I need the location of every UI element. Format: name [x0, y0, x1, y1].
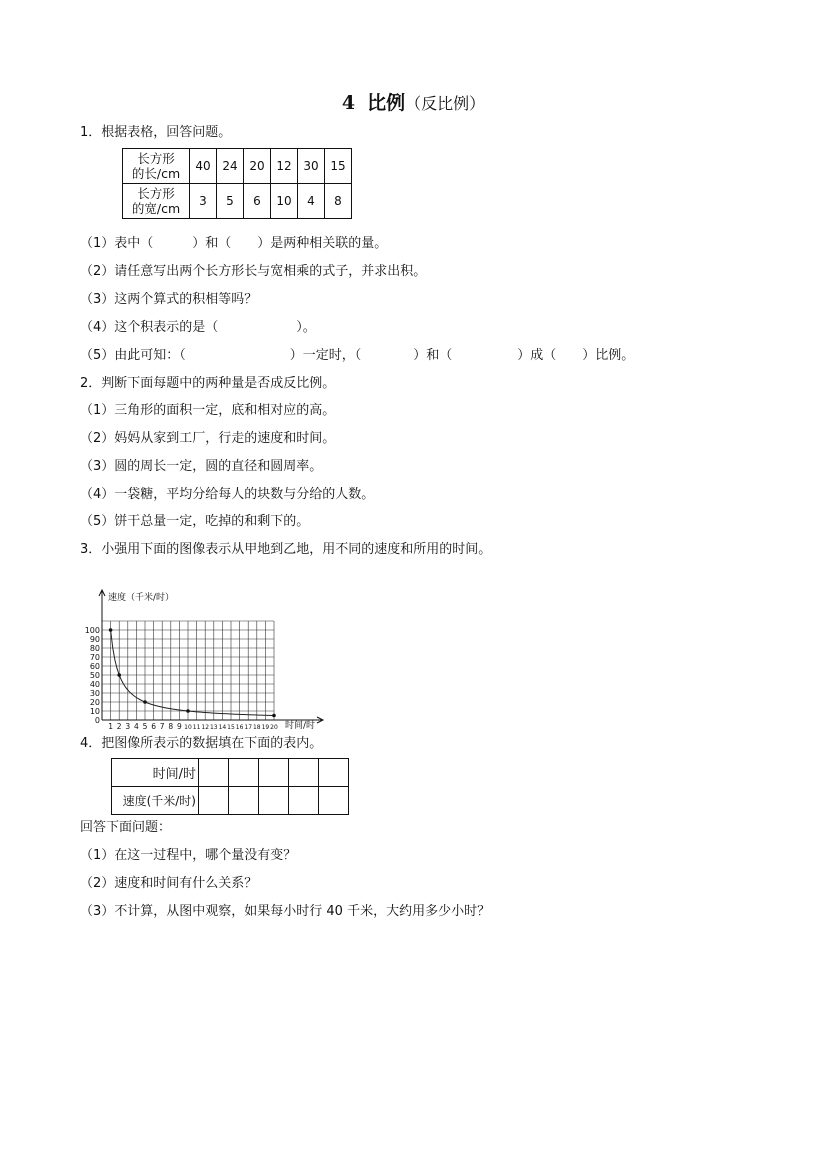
speed-time-chart: [80, 585, 330, 733]
chart-axes: [99, 590, 323, 723]
lesson-subtitle: （反比例）: [405, 94, 486, 113]
q1-item-4: （4）这个积表示的是（ ）。: [80, 320, 316, 335]
blank-cell[interactable]: [289, 759, 319, 787]
q4-answer-prompt: 回答下面问题：: [80, 820, 172, 835]
row-header-time: 时间/时: [112, 759, 199, 787]
blank-cell[interactable]: [259, 787, 289, 815]
y-tick-label: 60: [89, 662, 100, 671]
q2-item-1: （1）三角形的面积一定，底和相对应的高。: [80, 403, 336, 418]
x-tick-label: 20: [270, 724, 278, 731]
q2-item-2: （2）妈妈从家到工厂，行走的速度和时间。: [80, 431, 336, 446]
q3-prompt: 3．小强用下面的图像表示从甲地到乙地，用不同的速度和所用的时间。: [80, 542, 492, 557]
data-points: [109, 628, 276, 717]
blank-cell[interactable]: [319, 787, 349, 815]
x-tick-label: 3: [125, 722, 131, 731]
q1-item-3: （3）这两个算式的积相等吗？: [80, 292, 258, 307]
lesson-title: 比例: [367, 92, 406, 114]
y-tick-labels: [85, 626, 100, 725]
blank-cell[interactable]: [289, 787, 319, 815]
x-tick-label: 6: [151, 722, 156, 731]
x-tick-label: 11: [192, 724, 201, 731]
y-tick-label: 80: [89, 644, 100, 653]
table-cell: 12: [271, 149, 298, 184]
chart-grid: [102, 621, 274, 720]
y-tick-label: 40: [89, 680, 100, 689]
table-cell: 10: [271, 184, 298, 219]
blank-cell[interactable]: [199, 787, 229, 815]
data-point: [109, 628, 113, 632]
y-tick-label: 100: [84, 626, 100, 635]
table-cell: 20: [244, 149, 271, 184]
y-tick-label: 30: [89, 689, 100, 698]
data-fill-table: [111, 758, 349, 815]
data-point: [117, 673, 121, 677]
x-tick-label: 7: [159, 722, 165, 731]
y-tick-label: 90: [89, 635, 100, 644]
x-tick-label: 5: [142, 722, 148, 731]
q4-item-1: （1）在这一过程中，哪个量没有变？: [80, 848, 297, 863]
y-tick-label: 50: [89, 671, 100, 680]
q2-item-4: （4）一袋糖，平均分给每人的块数与分给的人数。: [80, 487, 375, 502]
x-tick-label: 16: [235, 724, 244, 731]
x-tick-label: 17: [244, 724, 253, 731]
table-cell: 4: [298, 184, 325, 219]
y-tick-label: 70: [89, 653, 100, 662]
x-tick-labels: [108, 722, 278, 731]
x-tick-label: 4: [134, 722, 139, 731]
x-tick-label: 18: [252, 724, 261, 731]
lesson-number: 4: [341, 92, 356, 114]
x-axis-label: 时间/时: [285, 721, 316, 731]
table-cell: 6: [244, 184, 271, 219]
data-point: [186, 709, 190, 713]
x-tick-label: 2: [116, 722, 122, 731]
x-tick-label: 9: [177, 722, 182, 731]
table-row: [123, 149, 352, 184]
q4-item-3: （3）不计算，从图中观察，如果每小时行 40 千米，大约用多少小时？: [80, 904, 491, 919]
blank-cell[interactable]: [319, 759, 349, 787]
x-tick-label: 13: [209, 724, 218, 731]
row-header-speed: 速度(千米/时): [112, 787, 199, 815]
x-tick-label: 14: [218, 724, 227, 731]
table-cell: 24: [217, 149, 244, 184]
table-cell: 5: [217, 184, 244, 219]
row-header-length: 长方形 的长/cm: [123, 149, 190, 184]
y-tick-label: 20: [89, 698, 100, 707]
table-cell: 40: [190, 149, 217, 184]
table-row: [112, 759, 349, 787]
x-tick-label: 8: [168, 722, 174, 731]
blank-cell[interactable]: [259, 759, 289, 787]
table-cell: 15: [325, 149, 352, 184]
x-tick-label: 15: [227, 724, 235, 731]
q1-item-2: （2）请任意写出两个长方形长与宽相乘的式子，并求出积。: [80, 264, 427, 279]
blank-cell[interactable]: [229, 787, 259, 815]
table-row: [112, 787, 349, 815]
q2-item-3: （3）圆的周长一定，圆的直径和圆周率。: [80, 459, 323, 474]
page-title: [0, 88, 827, 115]
y-tick-label: 0: [94, 716, 100, 725]
table-cell: 3: [190, 184, 217, 219]
x-tick-label: 1: [108, 722, 113, 731]
q1-item-5: （5）由此可知：（ ）一定时，（ ）和（ ）成（ ）比例。: [80, 348, 635, 363]
x-tick-label: 19: [261, 724, 270, 731]
data-point: [143, 700, 147, 704]
data-point: [272, 714, 276, 718]
series-line: [111, 630, 274, 716]
table-cell: 8: [325, 184, 352, 219]
q2-item-5: （5）饼干总量一定，吃掉的和剩下的。: [80, 514, 310, 529]
table-row: [123, 184, 352, 219]
q1-prompt: 1．根据表格，回答问题。: [80, 125, 232, 140]
row-header-width: 长方形 的宽/cm: [123, 184, 190, 219]
q2-prompt: 2．判断下面每题中的两种量是否成反比例。: [80, 376, 336, 391]
q1-item-1: （1）表中（ ）和（ ）是两种相关联的量。: [80, 236, 388, 251]
table-cell: 30: [298, 149, 325, 184]
length-width-table: [122, 148, 352, 219]
q4-prompt: 4．把图像所表示的数据填在下面的表内。: [80, 736, 323, 751]
blank-cell[interactable]: [199, 759, 229, 787]
y-tick-label: 10: [89, 707, 100, 716]
x-tick-label: 10: [184, 724, 192, 731]
x-tick-label: 12: [201, 724, 210, 731]
q4-item-2: （2）速度和时间有什么关系？: [80, 876, 258, 891]
y-axis-label: 速度（千米/时）: [108, 593, 175, 603]
blank-cell[interactable]: [229, 759, 259, 787]
